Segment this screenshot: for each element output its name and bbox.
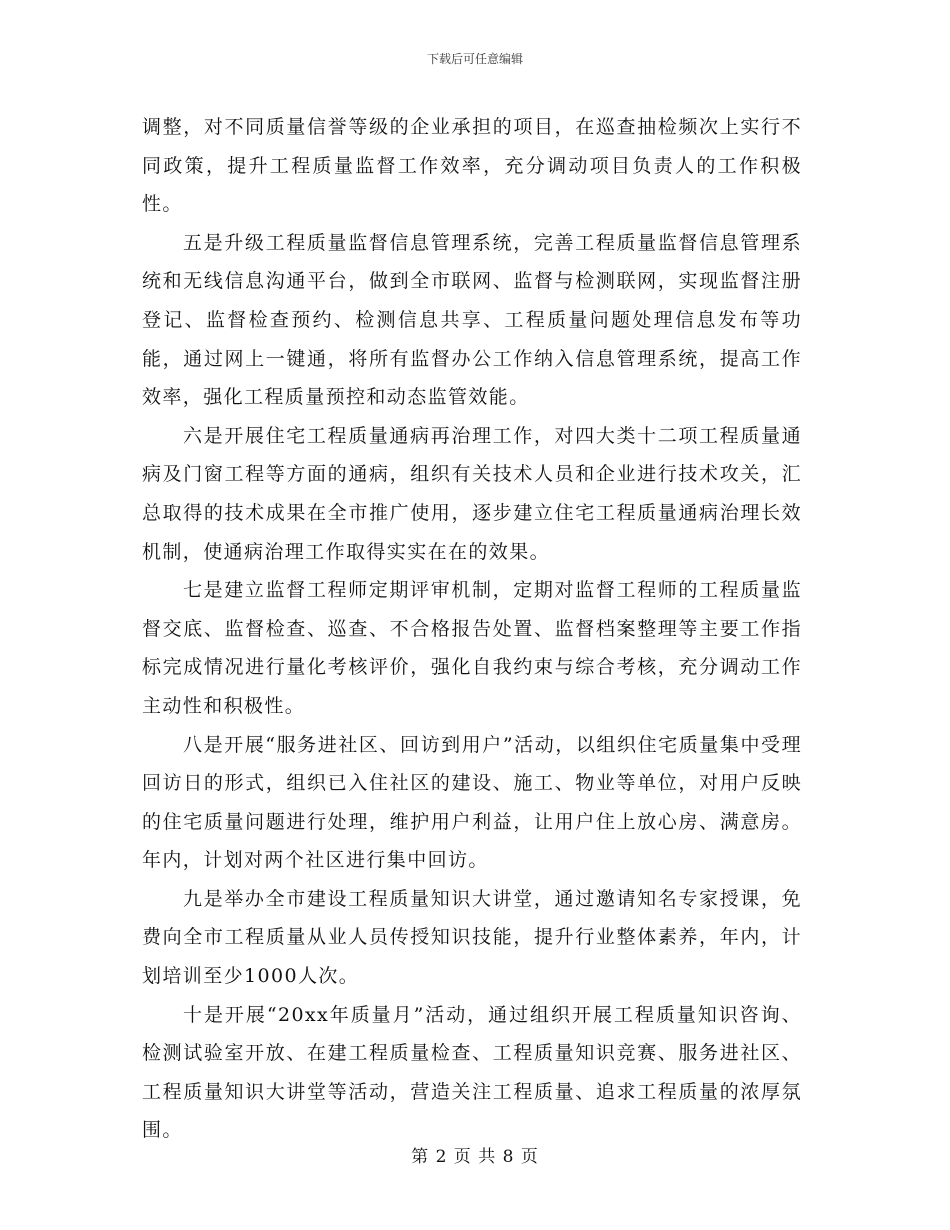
paragraph-item-five: 五是升级工程质量监督信息管理系统，完善工程质量监督信息管理系统和无线信息沟通平台，做到全市联网、监督与检测联网，实现监督注册登记、监督检查预约、检测信息共享、工程质量问题处理信息发布等功能，通过网上一键通，将所有监督办公工作纳入信息管理系统，提高工作效率，强化工程质量预控和动态监管效能。	[142, 231, 802, 409]
paragraph-item-six: 六是开展住宅工程质量通病再治理工作，对四大类十二项工程质量通病及门窗工程等方面的通病，组织有关技术人员和企业进行技术攻关，汇总取得的技术成果在全市推广使用，逐步建立住宅工程质量通病治理长效机制，使通病治理工作取得实实在在的效果。	[142, 424, 802, 563]
page-header: 下载后可任意编辑	[426, 52, 523, 66]
document-body	[142, 108, 802, 1150]
paragraph-continuation: 调整，对不同质量信誉等级的企业承担的项目，在巡查抽检频次上实行不同政策，提升工程质量监督工作效率，充分调动项目负责人的工作积极性。	[142, 116, 802, 216]
paragraph-item-nine: 九是举办全市建设工程质量知识大讲堂，通过邀请知名专家授课，免费向全市工程质量从业人员传授知识技能，提升行业整体素养，年内，计划培训至少1000人次。	[142, 887, 802, 988]
paragraph-item-seven: 七是建立监督工程师定期评审机制，定期对监督工程师的工程质量监督交底、监督检查、巡查、不合格报告处置、监督档案整理等主要工作指标完成情况进行量化考核评价，强化自我约束与综合考核，充分调动工作主动性和积极性。	[142, 579, 802, 717]
paragraph-item-eight: 八是开展“服务进社区、回访到用户”活动，以组织住宅质量集中受理回访日的形式，组织已入住社区的建设、施工、物业等单位，对用户反映的住宅质量问题进行处理，维护用户利益，让用户住上放心房、满意房。年内，计划对两个社区进行集中回访。	[142, 733, 802, 872]
page-number: 第 2 页 共 8 页	[411, 1147, 539, 1167]
paragraph-item-ten: 十是开展“20xx年质量月”活动，通过组织开展工程质量知识咨询、检测试验室开放、在建工程质量检查、工程质量知识竞赛、服务进社区、工程质量知识大讲堂等活动，营造关注工程质量、追求工程质量的浓厚氛围。	[142, 1003, 802, 1142]
